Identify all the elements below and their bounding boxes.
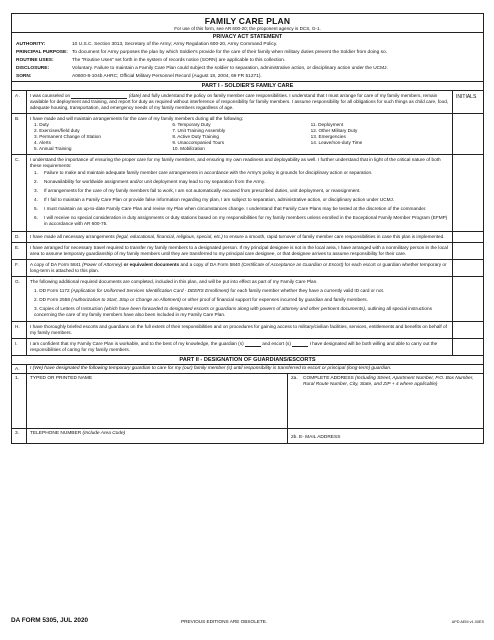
section-a-pre: I was counseled on bbox=[30, 93, 71, 98]
field-number: 3. bbox=[12, 429, 27, 443]
duty-item: 11. Deployment bbox=[310, 122, 344, 127]
section-letter: E. bbox=[12, 243, 27, 259]
section-f-italic: (Certificate of Acceptance as Guardian or Escort) bbox=[241, 262, 344, 267]
typed-name-label: TYPED OR PRINTED NAME bbox=[30, 376, 93, 381]
section-f-text: and a copy of DA Form 5840 bbox=[180, 262, 241, 267]
duty-item: 12. Other Military Duty bbox=[310, 128, 358, 133]
list-item: 3. Copies of Letters of Instruction (which have been forwarded to designated escorts or guardians along with powers of attorney and other pertinent documents), outlining all special instructions concerning the care of my family members have also been included in my Family Care Plan. bbox=[34, 306, 432, 317]
section-letter: H. bbox=[12, 322, 27, 338]
section-b bbox=[11, 114, 484, 155]
initials-column[interactable] bbox=[452, 339, 483, 355]
privacy-label: ROUTINE USES: bbox=[16, 58, 54, 63]
initials-label: INITIALS bbox=[456, 94, 477, 100]
privacy-row-sorn bbox=[12, 73, 483, 81]
privacy-label: SORN: bbox=[16, 74, 32, 79]
field-number: 1. bbox=[12, 374, 27, 428]
initials-column[interactable] bbox=[452, 232, 483, 242]
section-i-text: I am confident that my Family Care Plan is workable, and to the best of my knowledge, the guardian (s) bbox=[30, 341, 244, 346]
section-letter: D. bbox=[12, 232, 27, 242]
section-i bbox=[11, 339, 484, 356]
list-item: 5. I must maintain an up-to-date Family Care Plan and revise my Plan when circumstances change. I understand that Family Care Plans may be tested at the discretion of the commander. bbox=[34, 206, 427, 211]
section-h bbox=[11, 322, 484, 339]
form-number: DA FORM 5305, JUL 2020 bbox=[11, 617, 89, 624]
privacy-value: Voluntary. Failure to maintain a Family Care Plan could subject the soldier to separation, administrative action, or disciplinary action under the UCMJ. bbox=[72, 66, 388, 71]
section-f-italic: (Power of Attorney) bbox=[82, 262, 123, 267]
duty-item: 14. Leave/non-duty Time bbox=[310, 140, 363, 145]
duty-item: 8. Active Duty Training bbox=[172, 134, 219, 139]
privacy-value: A0600-8-104b AHRC; Official Military Personnel Record (August 18, 2004, 69 FR 51271). bbox=[72, 74, 262, 79]
form-footer bbox=[11, 617, 484, 624]
list-item: 4. If I fail to maintain a Family Care Plan or provide false information regarding my plan, I am subject to separation, administrative action, or disciplinary action under UCMJ. bbox=[34, 197, 395, 202]
initials-column[interactable] bbox=[452, 322, 483, 338]
section-letter: G. bbox=[12, 277, 27, 321]
telephone-label: TELEPHONE NUMBER bbox=[30, 431, 82, 436]
privacy-heading: PRIVACY ACT STATEMENT bbox=[212, 34, 283, 40]
privacy-value: The "Routine Uses" set forth in the system of records notice (SORN) are applicable to this collection. bbox=[72, 58, 286, 63]
duty-item: 10. Mobilization bbox=[172, 146, 205, 151]
telephone-hint: (Include Area Code) bbox=[82, 431, 126, 436]
section-g bbox=[11, 277, 484, 322]
privacy-label: PRINCIPAL PURPOSE: bbox=[16, 50, 68, 55]
privacy-value: To document for Army purposes the plan by which Soldier's provide for the care of their family when military duties prevent the Soldier from doing so. bbox=[72, 50, 387, 55]
privacy-label: AUTHORITY: bbox=[16, 42, 46, 47]
list-item: 1. DD Form 1172 (Application for Uniformed Services Identification Card - DEERS Enrollment) for each family member whether they have a currently valid ID card or not. bbox=[34, 288, 385, 293]
list-item: 2. Nonavailability for worldwide assignment and/or unit deployment may lead to my separation from the Army. bbox=[34, 179, 266, 184]
form-title: FAMILY CARE PLAN bbox=[204, 16, 291, 26]
duty-item: 6. Temporary Duty bbox=[172, 122, 211, 127]
privacy-row-authority bbox=[12, 41, 483, 49]
duty-item: 3. Permanent Change of Station bbox=[34, 134, 101, 139]
part2-heading: PART II - DESIGNATION OF GUARDIANS/ESCORTS bbox=[11, 356, 484, 365]
privacy-row-routine-uses bbox=[12, 57, 483, 65]
part1-heading: PART I - SOLDIER'S FAMILY CARE bbox=[11, 82, 484, 91]
section-i-text: I have designated will be both willing and able to carry out the responsibilities of caring for my family members. bbox=[30, 341, 438, 352]
list-item: 1. Failure to make and maintain adequate family member care arrangements in accordance with the Army's policy is grounds for disciplinary action or separation. bbox=[34, 170, 373, 175]
privacy-row-purpose bbox=[12, 49, 483, 57]
duty-item: 13. Emergencies bbox=[310, 134, 346, 139]
section-letter: A . bbox=[12, 91, 27, 113]
part2-section-a bbox=[11, 365, 484, 374]
privacy-value: 10 U.S.C. Section 3013, Secretary of the Army; Army Regulation 600-20, Army Command Policy. bbox=[72, 42, 278, 47]
telephone-field[interactable] bbox=[27, 429, 288, 443]
duty-item: 5. Annual Training bbox=[34, 146, 72, 151]
duty-item: 7. Unit Training Assembly bbox=[172, 128, 226, 133]
section-f bbox=[11, 260, 484, 277]
form-header bbox=[11, 13, 484, 32]
guardian-field[interactable] bbox=[245, 341, 261, 347]
email-label: 2b. E- MAIL ADDRESS bbox=[291, 435, 341, 440]
section-letter: F. bbox=[12, 260, 27, 276]
form-bottom-rule bbox=[11, 443, 484, 444]
typed-name-field[interactable] bbox=[27, 374, 288, 428]
guardian-fields-row bbox=[11, 374, 484, 429]
initials-column[interactable] bbox=[452, 114, 483, 154]
section-e bbox=[11, 243, 484, 260]
field-number: 2a. bbox=[291, 376, 298, 381]
section-d-text: to ensure a smooth, rapid turnover of family member care responsibilities in case this plan is implemented. bbox=[224, 234, 445, 239]
address-field[interactable] bbox=[288, 374, 483, 428]
address-hint: (Including Street, Apartment Number, P.O. Box Number, Rural Route Number, City, State, and ZIP + 4 where applicable) bbox=[303, 376, 474, 387]
duty-item: 9. Unaccompanied Tours bbox=[172, 140, 225, 145]
privacy-row-disclosure bbox=[12, 65, 483, 73]
email-field[interactable] bbox=[288, 429, 483, 443]
initials-column[interactable] bbox=[452, 155, 483, 231]
guardian-fields-row-2 bbox=[11, 429, 484, 443]
section-letter: C. bbox=[12, 155, 27, 231]
form-subtitle: For use of this form, see AR 600-20; the proponent agency is DCS, G-1. bbox=[174, 26, 321, 31]
section-f-text: A copy of DA Form 5841 bbox=[30, 262, 81, 267]
section-i-text: and escort (s) bbox=[262, 341, 291, 346]
escort-field[interactable] bbox=[292, 341, 308, 347]
privacy-label: DISCLOSURE: bbox=[16, 66, 50, 71]
initials-column[interactable] bbox=[452, 91, 483, 113]
section-c-intro: I understand the importance of ensuring the proper care for my family members, and ensuring my own readiness and deployability as well. I further understand that in light of the critical nature of both these requirements: bbox=[30, 157, 441, 168]
section-d-italic: (legal, educational, financial, religious, special, etc.) bbox=[116, 234, 223, 239]
form-page bbox=[11, 13, 484, 444]
section-h-text: I have thoroughly briefed escorts and guardians on the full extent of their responsibilities and on procedures for gaining access to military/civilian facilities, services, entitlements and benefits on behalf of my family members. bbox=[30, 324, 447, 335]
duty-item: 2. Exercises/field duty bbox=[34, 128, 80, 133]
address-label: COMPLETE ADDRESS bbox=[303, 376, 354, 381]
section-g-intro: The following additional required documents are completed, included in this plan, and will be put into effect as part of my Family Care Plan. bbox=[30, 279, 318, 284]
duty-list bbox=[30, 122, 449, 152]
initials-column[interactable] bbox=[452, 277, 483, 321]
duty-item: 1. Duty bbox=[34, 122, 49, 127]
duty-item: 4. Alerts bbox=[34, 140, 51, 145]
section-d bbox=[11, 232, 484, 243]
section-f-bold: or equivalent documents bbox=[123, 262, 180, 267]
privacy-act-statement bbox=[11, 32, 484, 82]
part2-a-text: I (We) have designated the following temporary guardian to care for my (our) family member (s) until responsibility is transferred to escort or principal (long-term) guardian. bbox=[30, 366, 392, 371]
editions-notice: PREVIOUS EDITIONS ARE OBSOLETE. bbox=[181, 619, 268, 624]
section-f-text: for each escort or guardian whether temporary or long-term is attached to this plan. bbox=[30, 262, 447, 273]
section-a bbox=[11, 91, 484, 114]
section-letter: A. bbox=[12, 365, 27, 373]
initials-column[interactable] bbox=[452, 243, 483, 259]
section-letter: I. bbox=[12, 339, 27, 355]
list-item: 6. I will receive no special consideration in duty assignments or duty stations based on my responsibilities for my family members unless enrolled in the Exceptional Family Member Program (EFMP) in accordance with AR 600-75. bbox=[34, 215, 448, 226]
section-a-text: and fully understand the policy on family member care responsibilities. I understand that I must arrange for care of my family members, remain available for deployment and training, and report for duty as required without interference of responsibility for family members. I assume responsibility for all obligations for such things as child care, food, adequate housing, transportation, and emergency needs of my family members regardless of age. bbox=[30, 93, 449, 110]
section-b-intro: I have made and will maintain arrangements for the care of my family members during all the following: bbox=[30, 116, 244, 121]
section-letter: B. bbox=[12, 114, 27, 154]
section-e-text: I have arranged for necessary travel required to transfer my family members to a designated person. If my principal designee is not in the local area, I have arranged with a nonmilitary person in the local area to assume temporary guardianship of my family members until they are transferred to my principal care designee, or that designee arrives to assume responsibility for their care. bbox=[30, 245, 448, 256]
list-item: 3. If arrangements for the care of my family members fail to work, I am not automatically excused from prescribed duties, unit deployment, or reassignment. bbox=[34, 188, 361, 193]
list-item: 2. DD Form 2558 (Authorization to Start, Stop or Change an Allotment) or other proof of financial support for expenses incurred by guardian and family members. bbox=[34, 297, 368, 302]
section-c bbox=[11, 155, 484, 232]
section-d-text: I have made all necessary arrangements bbox=[30, 234, 115, 239]
date-hint: (date) bbox=[128, 93, 142, 98]
form-version: APD AEM v1.00ES bbox=[451, 620, 484, 624]
initials-column[interactable] bbox=[452, 260, 483, 276]
